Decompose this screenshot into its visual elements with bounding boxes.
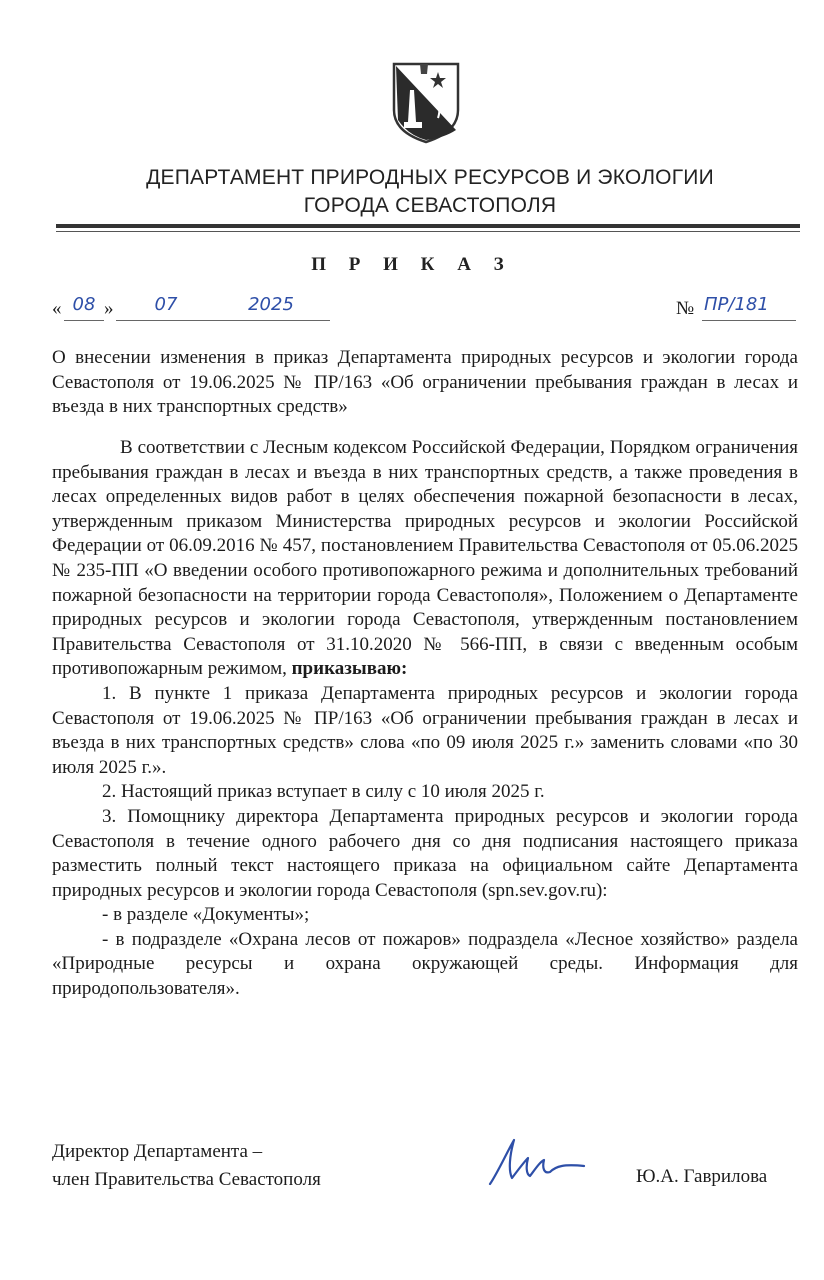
handwritten-signature bbox=[484, 1132, 588, 1190]
date-month: 07 bbox=[154, 294, 178, 315]
order-item-2: 2. Настоящий приказ вступает в силу с 10 июля 2025 г. bbox=[102, 781, 545, 803]
date-year: 2025 bbox=[248, 294, 294, 315]
date-month-year-underline bbox=[116, 320, 330, 321]
signatory-position bbox=[52, 1138, 321, 1194]
signatory-position-line2: член Правительства Севастополя bbox=[52, 1169, 321, 1190]
order-bullet-1: - в разделе «Документы»; bbox=[102, 904, 310, 926]
date-quote-open: « bbox=[52, 298, 62, 319]
header-rule-thin bbox=[56, 231, 800, 232]
order-item-3: 3. Помощнику директора Департамента природных ресурсов и экологии города Севастополя в течение одного рабочего дня со дня подписания настоящего приказа разместить полный текст настоящего приказа на официальном сайте Департамента природных ресурсов и экологии города Севастополя (spn.sev.gov.ru): bbox=[52, 805, 798, 901]
coat-of-arms-emblem bbox=[390, 60, 462, 144]
order-bullet-2: - в подразделе «Охрана лесов от пожаров» подраздела «Лесное хозяйство» раздела «Природные ресурсы и охрана окружающей среды. Информация для природопользователя». bbox=[52, 928, 798, 1000]
header-rule-thick bbox=[56, 224, 800, 228]
number-sign: № bbox=[676, 298, 695, 319]
date-day: 08 bbox=[72, 294, 96, 315]
order-word: приказываю: bbox=[291, 658, 408, 680]
number-underline bbox=[702, 320, 796, 321]
order-item-1: 1. В пункте 1 приказа Департамента природных ресурсов и экологии города Севастополя от 19.06.2025 № ПР/163 «Об ограничении пребывания граждан в лесах и въезда в них транспортных средств» слова «по 09 июля 2025 г.» заменить словами «по 30 июля 2025 г.». bbox=[52, 682, 798, 778]
department-title-line1: ДЕПАРТАМЕНТ ПРИРОДНЫХ РЕСУРСОВ И ЭКОЛОГИИ bbox=[146, 166, 714, 189]
number-value: ПР/181 bbox=[704, 294, 769, 315]
order-date bbox=[52, 296, 382, 326]
department-title bbox=[60, 164, 800, 220]
preamble-text: В соответствии с Лесным кодексом Российской Федерации, Порядком ограничения пребывания граждан в лесах и въезда в них транспортных средств, а также проведения в лесах определенных видов работ в целях обеспечения пожарной безопасности в лесах, утвержденным приказом Министерства природных ресурсов и экологии Российской Федерации от 06.09.2016 № 457, постановлением Правительства Севастополя от 05.06.2025 № 235-ПП «О введении особого противопожарного режима и дополнительных требований пожарной безопасности на территории города Севастополя», Положением о Департаменте природных ресурсов и экологии города Севастополя, утвержденным постановлением Правительства Севастополя от 31.10.2020 № 566-ПП, в связи с введенным особым противопожарным режимом, bbox=[52, 437, 798, 680]
date-quote-close: » bbox=[104, 298, 114, 319]
order-heading: П Р И К А З bbox=[311, 254, 513, 275]
signatory-name: Ю.А. Гаврилова bbox=[636, 1166, 768, 1187]
date-day-underline bbox=[64, 320, 104, 321]
department-title-line2: ГОРОДА СЕВАСТОПОЛЯ bbox=[303, 194, 557, 217]
order-number bbox=[676, 296, 806, 326]
preamble-paragraph bbox=[52, 436, 798, 682]
order-body bbox=[52, 436, 798, 1002]
signatory-position-line1: Директор Департамента – bbox=[52, 1141, 263, 1162]
order-subject: О внесении изменения в приказ Департамента природных ресурсов и экологии города Севастополя от 19.06.2025 № ПР/163 «Об ограничении пребывания граждан в лесах и въезда в них транспортных средств» bbox=[52, 347, 798, 418]
